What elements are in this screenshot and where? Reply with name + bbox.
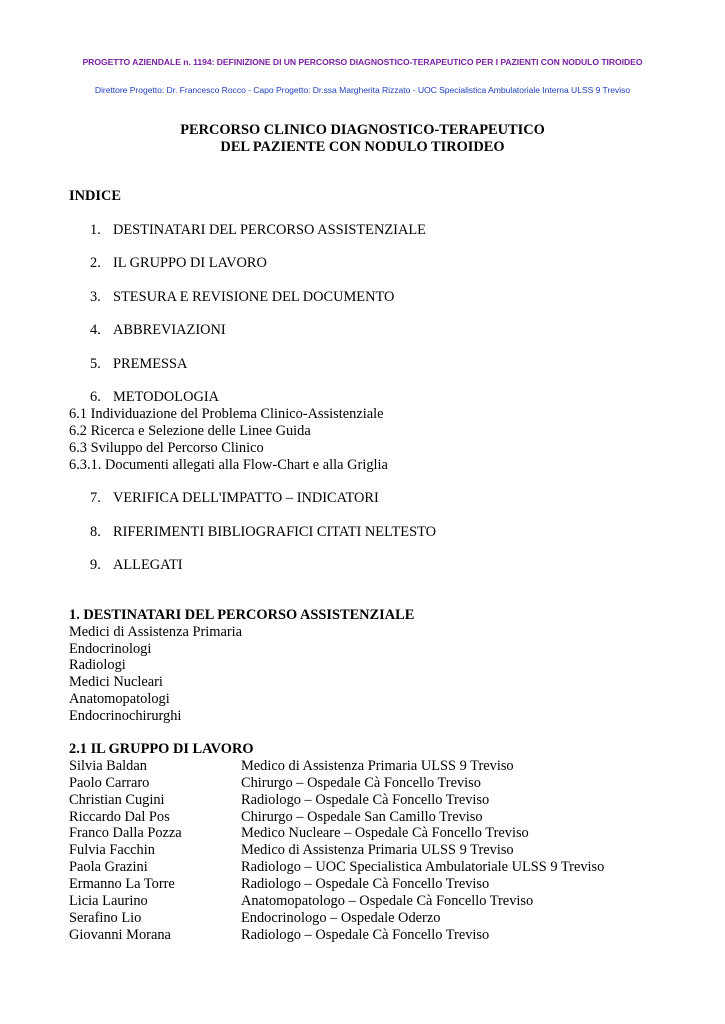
index-item-number: 1.: [90, 222, 101, 238]
recipient-list-item: Endocrinochirurghi: [69, 708, 182, 724]
team-member-role: Radiologo – Ospedale Cà Foncello Treviso: [241, 876, 490, 892]
index-item-number: 8.: [90, 524, 101, 540]
team-member-name: Riccardo Dal Pos: [69, 809, 170, 825]
team-member-name: Silvia Baldan: [69, 758, 147, 774]
team-member-role: Anatomopatologo – Ospedale Cà Foncello Treviso: [241, 893, 534, 909]
team-member-role: Radiologo – UOC Specialistica Ambulatoriale ULSS 9 Treviso: [241, 859, 605, 875]
index-item-label: ALLEGATI: [113, 557, 183, 573]
index-item-number: 5.: [90, 356, 101, 372]
index-item-label: STESURA E REVISIONE DEL DOCUMENTO: [113, 289, 395, 305]
index-item-number: 6.: [90, 389, 101, 405]
document-title-line-2: DEL PAZIENTE CON NODULO TIROIDEO: [220, 139, 505, 155]
index-item-label: PREMESSA: [113, 356, 188, 372]
index-subitem-6-1: 6.1 Individuazione del Problema Clinico-Assistenziale: [69, 406, 384, 422]
index-item-label: DESTINATARI DEL PERCORSO ASSISTENZIALE: [113, 222, 426, 238]
recipient-list-item: Endocrinologi: [69, 641, 152, 657]
team-member-role: Chirurgo – Ospedale San Camillo Treviso: [241, 809, 483, 825]
team-member-role: Medico di Assistenza Primaria ULSS 9 Treviso: [241, 758, 514, 774]
index-item-number: 2.: [90, 255, 101, 271]
team-member-role: Radiologo – Ospedale Cà Foncello Treviso: [241, 792, 490, 808]
index-item-label: RIFERIMENTI BIBLIOGRAFICI CITATI NELTESTO: [113, 524, 437, 540]
index-item-number: 7.: [90, 490, 101, 506]
team-member-role: Radiologo – Ospedale Cà Foncello Treviso: [241, 927, 490, 943]
index-item-label: ABBREVIAZIONI: [113, 322, 226, 338]
team-member-name: Franco Dalla Pozza: [69, 825, 182, 841]
index-item-number: 4.: [90, 322, 101, 338]
index-subitem-6-2: 6.2 Ricerca e Selezione delle Linee Guida: [69, 423, 311, 439]
index-item-number: 9.: [90, 557, 101, 573]
project-header-directors: Direttore Progetto: Dr. Francesco Rocco - Capo Progetto: Dr.ssa Margherita Rizzato - UOC Specialistica Ambulatoriale Interna ULSS 9 Treviso: [94, 85, 631, 95]
team-member-name: Fulvia Facchin: [69, 842, 155, 858]
index-subitem-6-3: 6.3 Sviluppo del Percorso Clinico: [69, 440, 264, 456]
team-member-name: Giovanni Morana: [69, 927, 171, 943]
section-2-1-heading: 2.1 IL GRUPPO DI LAVORO: [69, 741, 254, 757]
team-member-name: Serafino Lio: [69, 910, 142, 926]
recipient-list-item: Radiologi: [69, 657, 126, 673]
team-member-role: Medico di Assistenza Primaria ULSS 9 Treviso: [241, 842, 514, 858]
team-member-name: Paola Grazini: [69, 859, 148, 875]
team-member-role: Medico Nucleare – Ospedale Cà Foncello Treviso: [241, 825, 529, 841]
document-title-line-1: PERCORSO CLINICO DIAGNOSTICO-TERAPEUTICO: [180, 122, 545, 138]
team-member-role: Endocrinologo – Ospedale Oderzo: [241, 910, 441, 926]
team-member-name: Ermanno La Torre: [69, 876, 175, 892]
team-member-name: Christian Cugini: [69, 792, 165, 808]
project-header-title: PROGETTO AZIENDALE n. 1194: DEFINIZIONE DI UN PERCORSO DIAGNOSTICO-TERAPEUTICO PER I PAZIENTI CON NODULO TIROIDEO: [82, 57, 643, 67]
recipient-list-item: Medici Nucleari: [69, 674, 163, 690]
index-item-label: VERIFICA DELL'IMPATTO – INDICATORI: [113, 490, 379, 506]
index-item-number: 3.: [90, 289, 101, 305]
recipient-list-item: Anatomopatologi: [69, 691, 170, 707]
team-member-name: Licia Laurino: [69, 893, 148, 909]
index-subitem-6-3-1: 6.3.1. Documenti allegati alla Flow-Chart e alla Griglia: [69, 457, 388, 473]
team-member-name: Paolo Carraro: [69, 775, 150, 791]
team-member-role: Chirurgo – Ospedale Cà Foncello Treviso: [241, 775, 481, 791]
section-1-heading: 1. DESTINATARI DEL PERCORSO ASSISTENZIALE: [69, 607, 415, 623]
index-heading: INDICE: [69, 188, 121, 204]
index-item-label: IL GRUPPO DI LAVORO: [113, 255, 267, 271]
recipient-list-item: Medici di Assistenza Primaria: [69, 624, 243, 640]
index-item-label: METODOLOGIA: [113, 389, 220, 405]
